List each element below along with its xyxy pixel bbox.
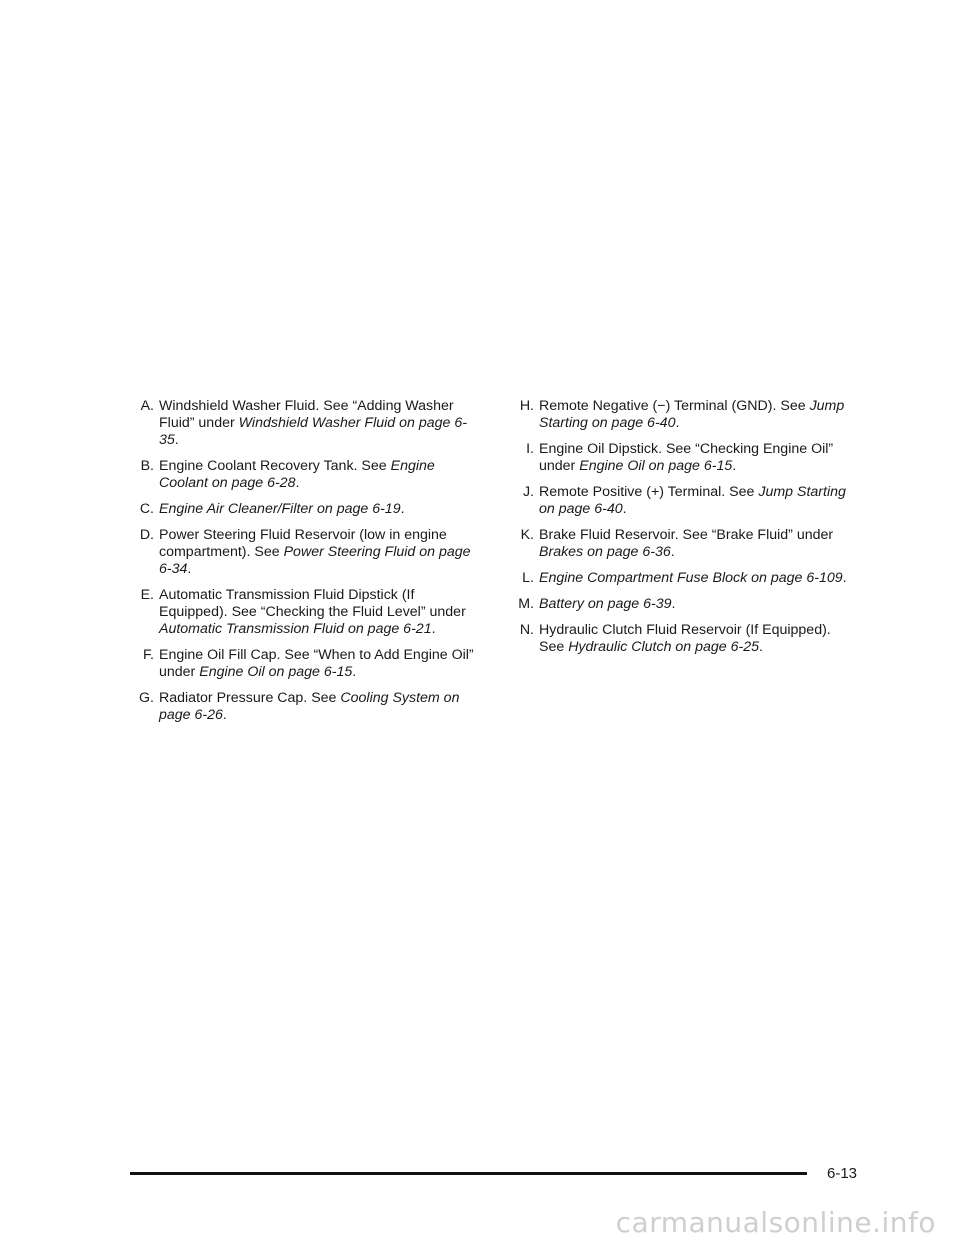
legend-text-segment: Power Steering Fluid Reservoir (low in engine compartment). See	[159, 527, 447, 560]
legend-letter: J.	[522, 484, 534, 500]
legend-text-segment: Engine Oil Fill Cap. See “When to Add Engine Oil” under	[159, 647, 474, 680]
legend-letter: I.	[526, 441, 534, 457]
legend-text	[159, 647, 478, 681]
watermark: carmanualsonline.info	[615, 1206, 936, 1239]
legend-item	[508, 484, 858, 518]
legend-text-segment: .	[622, 501, 627, 517]
right-legend-column	[508, 398, 858, 665]
legend-item	[128, 398, 478, 449]
legend-text-segment: .	[352, 664, 357, 680]
legend-text-segment: Radiator Pressure Cap. See	[159, 690, 341, 706]
cross-reference: Brakes on page 6-36	[539, 544, 671, 560]
legend-item	[128, 527, 478, 578]
legend-item	[128, 501, 478, 518]
legend-item	[128, 458, 478, 492]
legend-text	[159, 501, 478, 518]
legend-letter: E.	[140, 587, 154, 603]
cross-reference: Jump Starting on page 6-40	[539, 484, 846, 517]
legend-text	[159, 527, 478, 578]
cross-reference: Jump Starting on page 6-40	[539, 398, 845, 431]
legend-text	[539, 441, 858, 475]
footer-rule	[130, 1172, 807, 1175]
legend-letter: N.	[519, 622, 534, 638]
legend-text-segment: Engine Oil Dipstick. See “Checking Engine Oil” under	[539, 441, 834, 474]
legend-letter: L.	[522, 570, 534, 586]
cross-reference: Engine Air Cleaner/Filter on page 6-19	[159, 501, 401, 517]
legend-text-segment: .	[431, 621, 436, 637]
legend-text-segment: Automatic Transmission Fluid Dipstick (If Equipped). See “Checking the Fluid Level” under	[159, 587, 466, 620]
legend-text-segment: .	[187, 561, 192, 577]
legend-text-segment: .	[842, 570, 847, 586]
page-number: 6-13	[827, 1165, 858, 1182]
legend-text	[539, 570, 858, 587]
legend-text	[539, 527, 858, 561]
legend-text-segment: Remote Negative (−) Terminal (GND). See	[539, 398, 810, 414]
cross-reference: Engine Coolant on page 6-28	[159, 458, 435, 491]
cross-reference: Automatic Transmission Fluid on page 6-21	[159, 621, 432, 637]
legend-letter: C.	[139, 501, 154, 517]
legend-letter: D.	[139, 527, 154, 543]
cross-reference: Engine Compartment Fuse Block on page 6-109	[539, 570, 843, 586]
legend-text-segment: Hydraulic Clutch Fluid Reservoir (If Equipped). See	[539, 622, 831, 655]
legend-text-segment: Engine Coolant Recovery Tank. See	[159, 458, 391, 474]
legend-text	[539, 398, 858, 432]
legend-item	[128, 690, 478, 724]
legend-text-segment: .	[670, 544, 675, 560]
legend-letter: G.	[139, 690, 154, 706]
legend-text	[159, 587, 478, 638]
legend-text-segment: .	[400, 501, 405, 517]
legend-item	[128, 647, 478, 681]
legend-text-segment: Brake Fluid Reservoir. See “Brake Fluid” under	[539, 527, 834, 543]
cross-reference: Cooling System on page 6-26	[159, 690, 460, 723]
cross-reference: Engine Oil on page 6-15	[579, 458, 733, 474]
legend-item	[508, 398, 858, 432]
legend-item	[508, 622, 858, 656]
legend-text-segment: Remote Positive (+) Terminal. See	[539, 484, 759, 500]
legend-item	[508, 596, 858, 613]
legend-text-segment: .	[675, 415, 680, 431]
legend-text-segment: .	[732, 458, 737, 474]
legend-text-segment: .	[671, 596, 676, 612]
legend-item	[128, 587, 478, 638]
legend-text	[159, 690, 478, 724]
legend-item	[508, 570, 858, 587]
cross-reference: Power Steering Fluid on page 6-34	[159, 544, 471, 577]
legend-text	[539, 596, 858, 613]
legend-text	[539, 622, 858, 656]
legend-letter: F.	[142, 647, 154, 663]
legend-text-segment: .	[222, 707, 227, 723]
legend-letter: H.	[519, 398, 534, 414]
legend-text-segment: Windshield Washer Fluid. See “Adding Washer Fluid” under	[159, 398, 454, 431]
legend-text	[539, 484, 858, 518]
legend-letter: K.	[520, 527, 534, 543]
legend-letter: B.	[140, 458, 154, 474]
legend-item	[508, 527, 858, 561]
cross-reference: Battery on page 6-39	[539, 596, 672, 612]
legend-letter: M.	[518, 596, 534, 612]
cross-reference: Windshield Washer Fluid on page 6-35	[159, 415, 467, 448]
legend-text-segment: .	[295, 475, 300, 491]
legend-text-segment: .	[174, 432, 179, 448]
legend-letter: A.	[140, 398, 154, 414]
cross-reference: Hydraulic Clutch on page 6-25	[568, 639, 760, 655]
left-legend-column	[128, 398, 478, 733]
legend-item	[508, 441, 858, 475]
legend-text	[159, 458, 478, 492]
cross-reference: Engine Oil on page 6-15	[199, 664, 353, 680]
legend-text	[159, 398, 478, 449]
legend-text-segment: .	[759, 639, 763, 655]
